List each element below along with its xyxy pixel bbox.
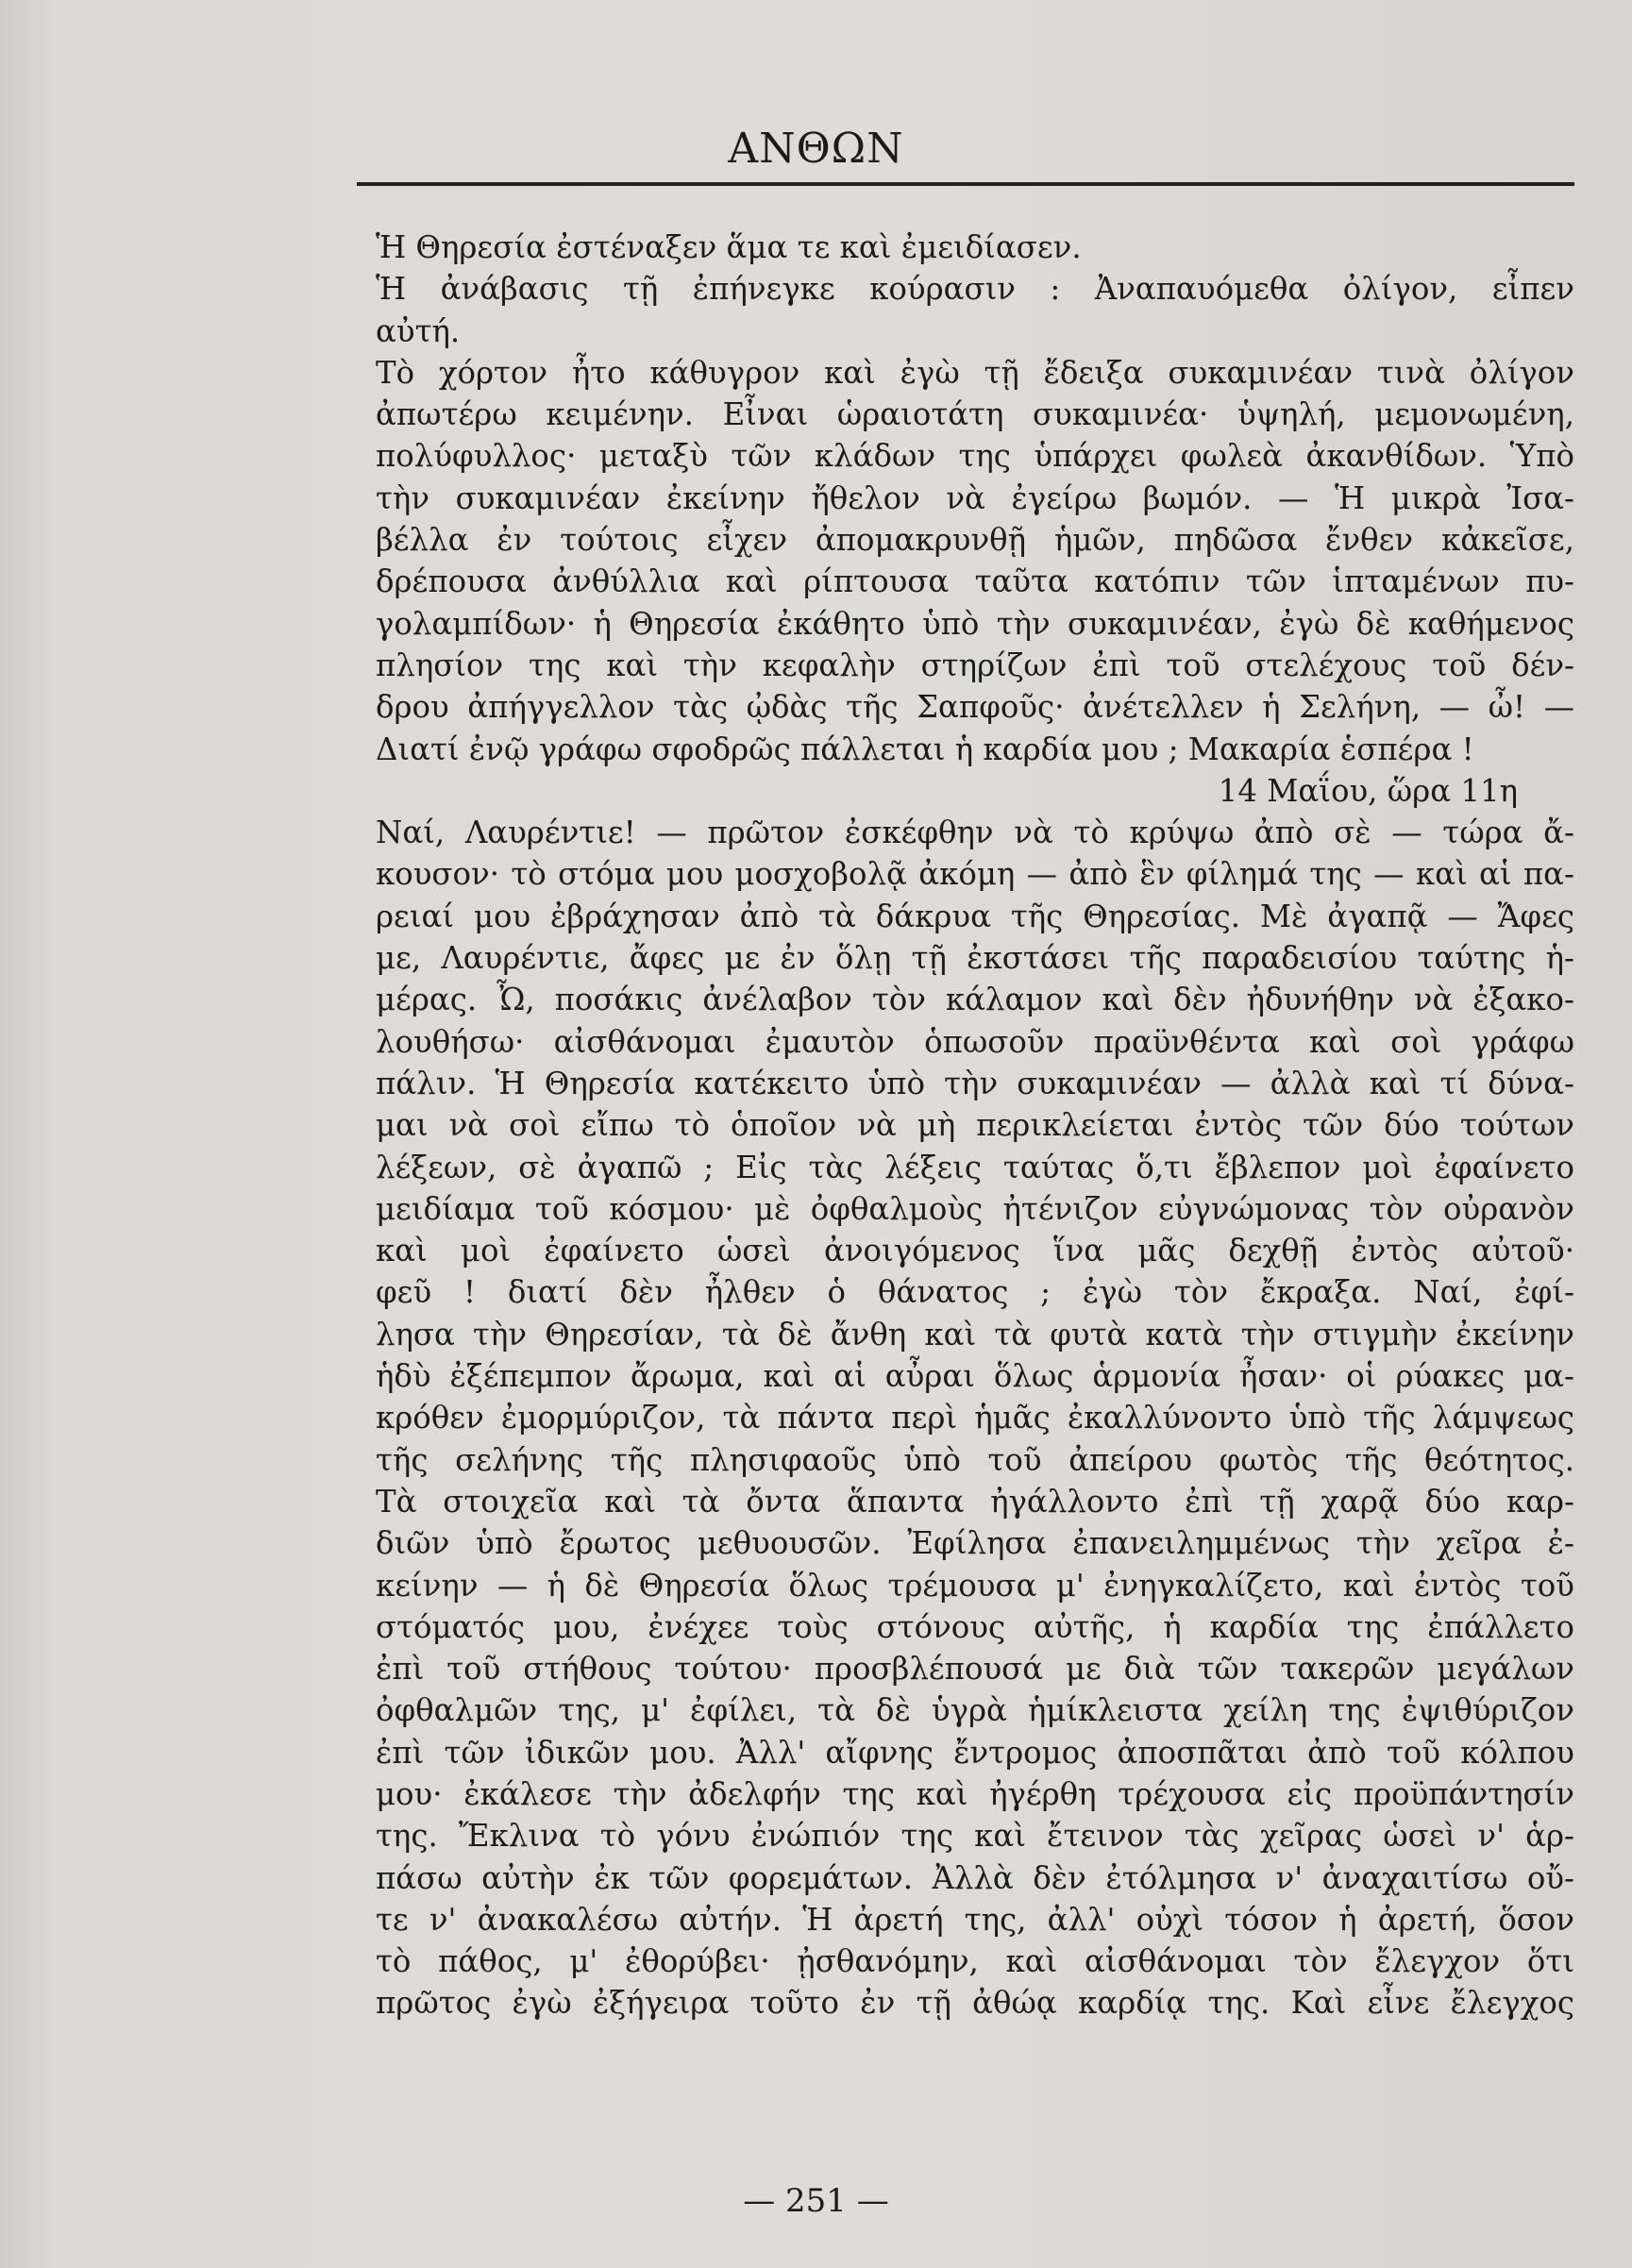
text-line: τῆς σελήνης τῆς πλησιφαοῦς ὑπὸ τοῦ ἀπείρου φωτὸς τῆς θεότητος. — [376, 1441, 1574, 1478]
text-line: λησα τὴν Θηρεσίαν, τὰ δὲ ἄνθη καὶ τὰ φυτὰ κατὰ τὴν στιγμὴν ἐκείνην — [376, 1316, 1574, 1352]
body-text — [376, 227, 1574, 2024]
text-line: κρόθεν ἐμορμύριζον, τὰ πάντα περὶ ἡμᾶς ἐκαλλύνοντο ὑπὸ τῆς λάμψεως — [376, 1400, 1574, 1436]
text-line: Ἡ ἀνάβασις τῇ ἐπήνεγκε κούρασιν : Ἀναπαυόμεθα ὀλίγον, εἶπεν — [376, 271, 1574, 308]
text-line: κείνην — ἡ δὲ Θηρεσία ὅλως τρέμουσα μ' ἐνηγκαλίζετο, καὶ ἐντὸς τοῦ — [376, 1567, 1574, 1604]
text-line: μέρας. Ὦ, ποσάκις ἀνέλαβον τὸν κάλαμον καὶ δὲν ἠδυνήθην νὰ ἐξακο- — [376, 982, 1574, 1018]
text-line: δρέπουσα ἀνθύλλια καὶ ρίπτουσα ταῦτα κατόπιν τῶν ἱπταμένων πυ- — [376, 563, 1574, 600]
page-number: — 251 — — [743, 2182, 889, 2220]
text-line: γολαμπίδων· ἡ Θηρεσία ἐκάθητο ὑπὸ τὴν συκαμινέαν, ἐγὼ δὲ καθήμενος — [376, 605, 1574, 642]
text-line: δρου ἀπήγγελλον τὰς ᾠδὰς τῆς Σαπφοῦς· ἀνέτελλεν ἡ Σελήνη, — ὦ! — — [376, 689, 1574, 726]
header-rule — [357, 182, 1574, 186]
text-line: ἀπωτέρω κειμένην. Εἶναι ὡραιοτάτη συκαμινέα· ὑψηλή, μεμονωμένη, — [376, 396, 1574, 433]
text-line: ἐπὶ τῶν ἰδικῶν μου. Ἀλλ' αἴφνης ἔντρομος ἀποσπᾶται ἀπὸ τοῦ κόλπου — [376, 1734, 1574, 1771]
text-line: μου· ἐκάλεσε τὴν ἀδελφήν της καὶ ἠγέρθη τρέχουσα εἰς προϋπάντησίν — [376, 1775, 1574, 1812]
text-line: τὴν συκαμινέαν ἐκείνην ἤθελον νὰ ἐγείρω βωμόν. — Ἡ μικρὰ Ἰσα- — [376, 479, 1574, 516]
text-line: πρῶτος ἐγὼ ἐξήγειρα τοῦτο ἐν τῇ ἀθώᾳ καρδίᾳ της. Καὶ εἶνε ἔλεγχος — [376, 1985, 1574, 2022]
text-line: Τὰ στοιχεῖα καὶ τὰ ὄντα ἅπαντα ἠγάλλοντο ἐπὶ τῇ χαρᾷ δύο καρ- — [376, 1483, 1574, 1520]
text-line: 14 Μαΐου, ὥρα 11η — [1218, 772, 1518, 809]
text-line: μαι νὰ σοὶ εἴπω τὸ ὁποῖον νὰ μὴ περικλείεται ἐντὸς τῶν δύο τούτων — [376, 1107, 1574, 1144]
text-line: ἐπὶ τοῦ στήθους τούτου· προσβλέπουσά με διὰ τῶν τακερῶν μεγάλων — [376, 1651, 1574, 1688]
text-line: Διατί ἐνῷ γράφω σφοδρῶς πάλλεται ἡ καρδία μου ; Μακαρία ἑσπέρα ! — [376, 731, 1474, 767]
text-line: φεῦ ! διατί δὲν ἦλθεν ὁ θάνατος ; ἐγὼ τὸν ἔκραξα. Ναί, ἐφί- — [376, 1274, 1574, 1311]
text-line: ἡδὺ ἐξέπεμπον ἄρωμα, καὶ αἱ αὖραι ὅλως ἁρμονία ἦσαν· οἱ ρύακες μα- — [376, 1358, 1574, 1395]
text-line: της. Ἔκλινα τὸ γόνυ ἐνώπιόν της καὶ ἔτεινον τὰς χεῖρας ὡσεὶ ν' ἁρ- — [376, 1818, 1574, 1855]
text-line: λέξεων, σὲ ἀγαπῶ ; Εἰς τὰς λέξεις ταύτας ὅ,τι ἔβλεπον μοὶ ἐφαίνετο — [376, 1149, 1574, 1185]
text-line: Τὸ χόρτον ἦτο κάθυγρον καὶ ἐγὼ τῇ ἔδειξα συκαμινέαν τινὰ ὀλίγον — [376, 354, 1574, 391]
text-line: λουθήσω· αἰσθάνομαι ἐμαυτὸν ὁπωσοῦν πραϋνθέντα καὶ σοὶ γράφω — [376, 1023, 1574, 1060]
text-line: τὸ πάθος, μ' ἐθορύβει· ᾐσθανόμην, καὶ αἰσθάνομαι τὸν ἔλεγχον ὅτι — [376, 1943, 1574, 1980]
text-line: πάσω αὐτὴν ἐκ τῶν φορεμάτων. Ἀλλὰ δὲν ἐτόλμησα ν' ἀναχαιτίσω οὔ- — [376, 1859, 1574, 1896]
text-line: πάλιν. Ἡ Θηρεσία κατέκειτο ὑπὸ τὴν συκαμινέαν — ἀλλὰ καὶ τί δύνα- — [376, 1065, 1574, 1101]
text-line: βέλλα ἐν τούτοις εἶχεν ἀπομακρυνθῇ ἡμῶν, πηδῶσα ἔνθεν κἀκεῖσε, — [376, 522, 1574, 559]
text-line: ὀφθαλμῶν της, μ' ἐφίλει, τὰ δὲ ὑγρὰ ἡμίκλειστα χείλη της ἐψιθύριζον — [376, 1692, 1574, 1729]
text-line: τε ν' ἀνακαλέσω αὐτήν. Ἡ ἀρετή της, ἀλλ' οὐχὶ τόσον ἡ ἀρετή, ὅσον — [376, 1901, 1574, 1938]
running-header: ΑΝΘΩΝ — [728, 125, 904, 173]
text-line: Ναί, Λαυρέντιε! — πρῶτον ἐσκέφθην νὰ τὸ κρύψω ἀπὸ σὲ — τώρα ἄ- — [376, 815, 1574, 851]
text-line: πλησίον της καὶ τὴν κεφαλὴν στηρίζων ἐπὶ τοῦ στελέχους τοῦ δέν- — [376, 647, 1574, 683]
text-line: αὐτή. — [376, 312, 461, 349]
text-line: ρειαί μου ἐβράχησαν ἀπὸ τὰ δάκρυα τῆς Θηρεσίας. Μὲ ἀγαπᾷ — Ἄφες — [376, 898, 1574, 934]
text-line: μειδίαμα τοῦ κόσμου· μὲ ὀφθαλμοὺς ἠτένιζον εὐγνώμονας τὸν οὐρανὸν — [376, 1190, 1574, 1227]
text-line: καὶ μοὶ ἐφαίνετο ὡσεὶ ἀνοιγόμενος ἵνα μᾶς δεχθῇ ἐντὸς αὐτοῦ· — [376, 1233, 1574, 1269]
text-line: διῶν ὑπὸ ἔρωτος μεθυουσῶν. Ἐφίλησα ἐπανειλημμένως τὴν χεῖρα ἐ- — [376, 1525, 1574, 1562]
text-line: Ἡ Θηρεσία ἐστέναξεν ἅμα τε καὶ ἐμειδίασεν. — [376, 229, 1082, 265]
text-line: κουσον· τὸ στόμα μου μοσχοβολᾷ ἀκόμη — ἀπὸ ἓν φίλημά της — καὶ αἱ πα- — [376, 856, 1574, 893]
text-line: πολύφυλλος· μεταξὺ τῶν κλάδων της ὑπάρχει φωλεὰ ἀκανθίδων. Ὑπὸ — [376, 438, 1574, 475]
text-line: με, Λαυρέντιε, ἄφες με ἐν ὅλῃ τῇ ἐκστάσει τῆς παραδεισίου ταύτης ἡ- — [376, 940, 1574, 977]
text-line: στόματός μου, ἐνέχεε τοὺς στόνους αὐτῆς, ἡ καρδία της ἐπάλλετο — [376, 1608, 1574, 1645]
